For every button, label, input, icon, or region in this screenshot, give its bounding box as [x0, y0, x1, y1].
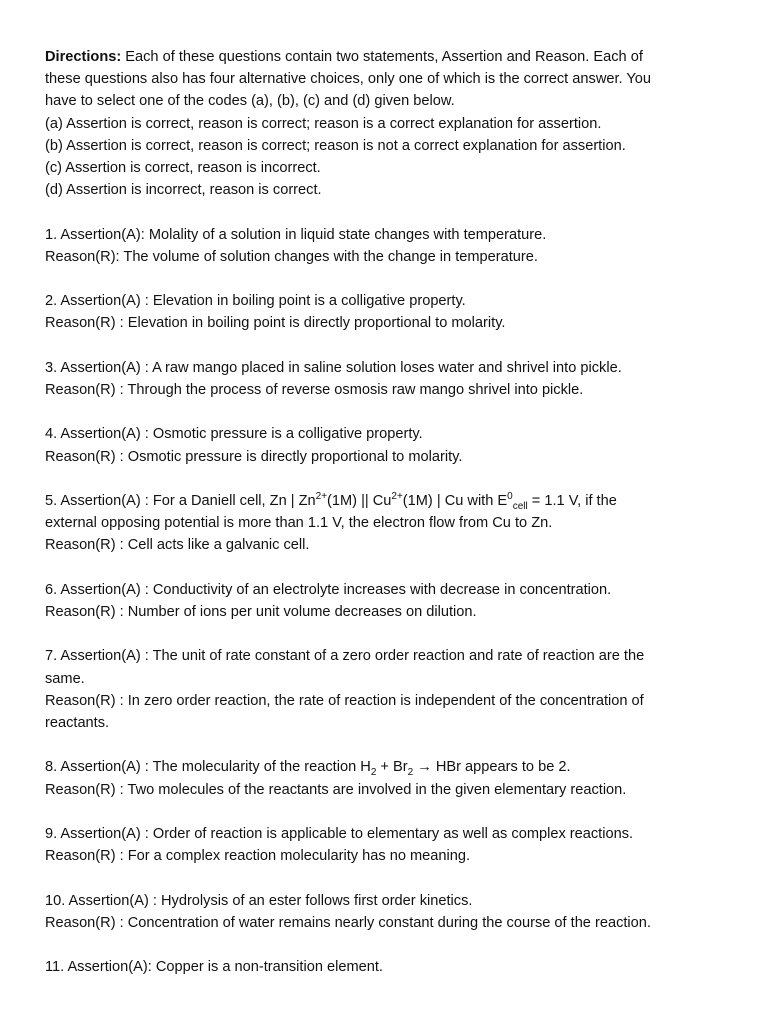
code-b: (b) Assertion is correct, reason is correct; reason is not a correct explanation for assertion.	[45, 137, 626, 154]
assertion: 9. Assertion(A) : Order of reaction is applicable to elementary as well as complex reactions.	[45, 825, 634, 842]
assertion-part: → HBr appears to be 2.	[413, 759, 571, 776]
assertion-part: + Br	[376, 759, 408, 776]
assertion-part: (1M) || Cu	[327, 492, 392, 509]
question-6	[45, 579, 725, 623]
assertion: 11. Assertion(A): Copper is a non-transition element.	[45, 959, 383, 976]
reason: Reason(R) : Two molecules of the reactants are involved in the given elementary reaction.	[45, 781, 627, 798]
directions-section	[45, 46, 725, 201]
question-8	[45, 756, 725, 800]
spacer	[45, 268, 725, 290]
question-4	[45, 423, 725, 467]
question-11	[45, 956, 725, 978]
subscript: 2	[370, 767, 377, 779]
directions-line-1: Directions: Each of these questions contain two statements, Assertion and Reason. Each of	[45, 49, 643, 65]
question-9	[45, 823, 725, 867]
spacer	[45, 468, 725, 490]
directions-line-2: these questions also has four alternative choices, only one of which is the correct answer. You	[45, 71, 651, 88]
spacer	[45, 801, 725, 823]
reason-line-1: Reason(R) : In zero order reaction, the rate of reaction is independent of the concentration of	[45, 692, 644, 709]
reason: Reason(R) : For a complex reaction molecularity has no meaning.	[45, 848, 471, 865]
reason: Reason(R) : Osmotic pressure is directly proportional to molarity.	[45, 448, 463, 465]
assertion-line-2: external opposing potential is more than 1.1 V, the electron flow from Cu to Zn.	[45, 515, 553, 532]
assertion: 6. Assertion(A) : Conductivity of an electrolyte increases with decrease in concentration.	[45, 581, 612, 598]
assertion-part: (1M) | Cu with E	[402, 492, 508, 509]
spacer	[45, 335, 725, 357]
directions-line-3: have to select one of the codes (a), (b), (c) and (d) given below.	[45, 93, 455, 110]
assertion: 4. Assertion(A) : Osmotic pressure is a colligative property.	[45, 426, 423, 443]
question-7	[45, 645, 725, 734]
superscript: 0	[507, 491, 513, 503]
code-a: (a) Assertion is correct, reason is correct; reason is a correct explanation for assertion.	[45, 115, 602, 132]
reason: Reason(R) : Through the process of reverse osmosis raw mango shrivel into pickle.	[45, 382, 584, 398]
assertion-part: 8. Assertion(A) : The molecularity of the reaction H	[45, 759, 371, 776]
assertion: 2. Assertion(A) : Elevation in boiling point is a colligative property.	[45, 293, 466, 310]
question-2	[45, 290, 725, 334]
spacer	[45, 867, 725, 889]
assertion-part: = 1.1 V, if the	[527, 492, 617, 509]
spacer	[45, 201, 725, 223]
spacer	[45, 557, 725, 579]
superscript: 2+	[315, 491, 328, 503]
spacer	[45, 734, 725, 756]
spacer	[45, 401, 725, 423]
assertion-part: 5. Assertion(A) : For a Daniell cell, Zn | Zn	[45, 492, 316, 509]
superscript: 2+	[391, 491, 403, 503]
question-3	[45, 357, 725, 401]
assertion-line-1	[45, 490, 725, 512]
assertion	[45, 756, 725, 778]
code-c: (c) Assertion is correct, reason is incorrect.	[45, 160, 321, 177]
question-5	[45, 490, 725, 557]
code-d: (d) Assertion is incorrect, reason is correct.	[45, 182, 322, 199]
spacer	[45, 934, 725, 956]
reason: Reason(R) : Cell acts like a galvanic cell.	[45, 537, 310, 554]
subscript: 2	[407, 767, 414, 779]
assertion: 10. Assertion(A) : Hydrolysis of an ester follows first order kinetics.	[45, 892, 473, 909]
reason: Reason(R) : Number of ions per unit volume decreases on dilution.	[45, 603, 477, 620]
reason-line-2: reactants.	[45, 714, 110, 731]
question-1	[45, 224, 725, 268]
reason: Reason(R): The volume of solution changes with the change in temperature.	[45, 248, 538, 265]
assertion: 3. Assertion(A) : A raw mango placed in saline solution loses water and shrivel into pickle.	[45, 359, 622, 376]
assertion-line-2: same.	[45, 670, 85, 687]
directions-label: Directions:	[45, 49, 122, 65]
subscript: cell	[512, 500, 528, 512]
assertion: 1. Assertion(A): Molality of a solution in liquid state changes with temperature.	[45, 226, 547, 243]
reason: Reason(R) : Concentration of water remains nearly constant during the course of the reaction.	[45, 914, 651, 931]
assertion-line-1: 7. Assertion(A) : The unit of rate constant of a zero order reaction and rate of reaction are the	[45, 648, 645, 665]
question-10	[45, 890, 725, 934]
document-page	[45, 46, 725, 978]
reason: Reason(R) : Elevation in boiling point is directly proportional to molarity.	[45, 315, 506, 332]
spacer	[45, 623, 725, 645]
